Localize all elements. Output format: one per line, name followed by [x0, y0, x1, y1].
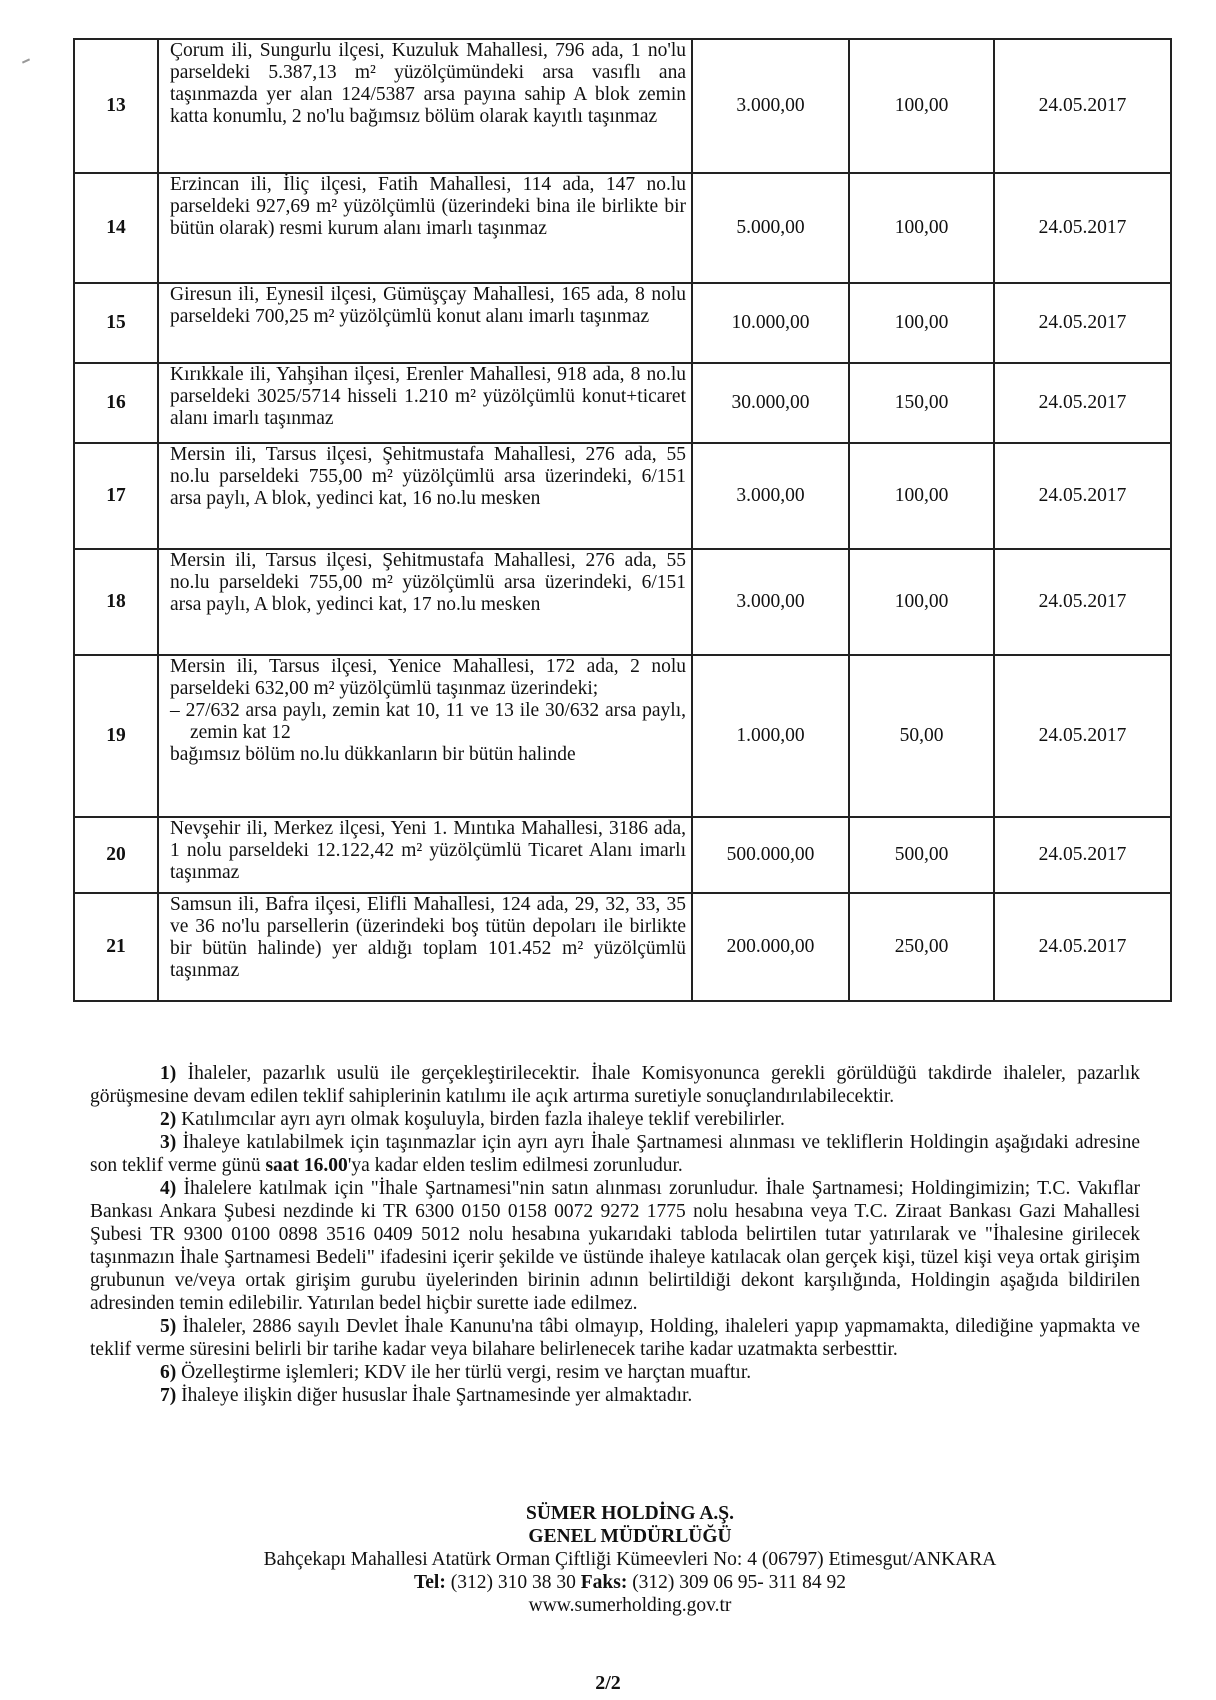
address: Bahçekapı Mahallesi Atatürk Orman Çiftliği Kümeevleri No: 4 (06797) Etimesgut/ANKARA — [263, 1549, 997, 1570]
table-row — [74, 443, 1171, 549]
row-date: 24.05.2017 — [994, 443, 1171, 549]
row-description: Giresun ili, Eynesil ilçesi, Gümüşçay Mahallesi, 165 ada, 8 nolu parseldeki 700,25 m² yüzölçümlü konut alanı imarlı taşınmaz — [158, 283, 692, 363]
row-number: 15 — [74, 283, 158, 363]
row-description: Mersin ili, Tarsus ilçesi, Yenice Mahallesi, 172 ada, 2 nolu parseldeki 632,00 m² yüzölçümlü taşınmaz üzerindeki; – 27/632 arsa paylı, zemin kat 10, 11 ve 13 ile 30/632 arsa paylı, zemin kat 12 bağımsız bölüm no.lu dükkanların bir bütün halinde — [158, 655, 692, 817]
table-row — [74, 173, 1171, 283]
website: www.sumerholding.gov.tr — [528, 1595, 732, 1616]
table-row — [74, 549, 1171, 655]
table-row — [74, 893, 1171, 1001]
note-item: 6) Özelleştirme işlemleri; KDV ile her türlü vergi, resim ve harçtan muaftır. — [160, 1362, 752, 1383]
row-date: 24.05.2017 — [994, 283, 1171, 363]
row-description: Nevşehir ili, Merkez ilçesi, Yeni 1. Mıntıka Mahallesi, 3186 ada, 1 nolu parseldeki 12.122,42 m² yüzölçümlü Ticaret Alanı imarlı taşınmaz — [158, 817, 692, 893]
row-fee: 100,00 — [849, 443, 994, 549]
row-amount: 3.000,00 — [692, 443, 849, 549]
row-amount: 10.000,00 — [692, 283, 849, 363]
row-number: 20 — [74, 817, 158, 893]
property-table — [73, 38, 1172, 1002]
table-row — [74, 817, 1171, 893]
page-number: 2/2 — [595, 1672, 621, 1694]
row-description: Çorum ili, Sungurlu ilçesi, Kuzuluk Mahallesi, 796 ada, 1 no'lu parseldeki 5.387,13 m² yüzölçümündeki arsa vasıflı ana taşınmazda yer alan 124/5387 arsa payına sahip A blok zemin katta konumlu, 2 no'lu bağımsız bölüm olarak kayıtlı taşınmaz — [158, 39, 692, 173]
scan-mark — [22, 58, 30, 63]
row-date: 24.05.2017 — [994, 549, 1171, 655]
row-fee: 250,00 — [849, 893, 994, 1001]
row-fee: 50,00 — [849, 655, 994, 817]
row-number: 17 — [74, 443, 158, 549]
row-date: 24.05.2017 — [994, 363, 1171, 443]
row-fee: 150,00 — [849, 363, 994, 443]
letterhead-footer — [190, 1502, 1070, 1617]
tender-notes — [90, 1062, 1140, 1407]
row-description: Mersin ili, Tarsus ilçesi, Şehitmustafa Mahallesi, 276 ada, 55 no.lu parseldeki 755,00 m² yüzölçümlü arsa üzerindeki, 6/151 arsa paylı, A blok, yedinci kat, 17 no.lu mesken — [158, 549, 692, 655]
row-fee: 500,00 — [849, 817, 994, 893]
row-description: Erzincan ili, İliç ilçesi, Fatih Mahallesi, 114 ada, 147 no.lu parseldeki 927,69 m² yüzölçümlü (üzerindeki bina ile birlikte bir bütün olarak) resmi kurum alanı imarlı taşınmaz — [158, 173, 692, 283]
department-name: GENEL MÜDÜRLÜĞÜ — [528, 1526, 732, 1547]
row-description: Mersin ili, Tarsus ilçesi, Şehitmustafa Mahallesi, 276 ada, 55 no.lu parseldeki 755,00 m² yüzölçümlü arsa üzerindeki, 6/151 arsa paylı, A blok, yedinci kat, 16 no.lu mesken — [158, 443, 692, 549]
row-amount: 200.000,00 — [692, 893, 849, 1001]
table-row — [74, 655, 1171, 817]
row-date: 24.05.2017 — [994, 173, 1171, 283]
row-date: 24.05.2017 — [994, 893, 1171, 1001]
row-description: Kırıkkale ili, Yahşihan ilçesi, Erenler Mahallesi, 918 ada, 8 no.lu parseldeki 3025/5714 hisseli 1.210 m² yüzölçümlü konut+ticaret alanı imarlı taşınmaz — [158, 363, 692, 443]
row-fee: 100,00 — [849, 39, 994, 173]
note-item: 7) İhaleye ilişkin diğer hususlar İhale Şartnamesinde yer almaktadır. — [160, 1385, 693, 1406]
table-row — [74, 39, 1171, 173]
note-item: 1) İhaleler, pazarlık usulü ile gerçekleştirilecektir. İhale Komisyonunca gerekli görüldüğü takdirde ihaleler, pazarlık görüşmesine devam edilen teklif sahiplerinin katılımı ile açık artırma suretiyle sonuçlandırılabilecektir. — [90, 1063, 1140, 1107]
desc-sublist — [170, 700, 686, 744]
row-number: 16 — [74, 363, 158, 443]
table-row — [74, 283, 1171, 363]
row-amount: 30.000,00 — [692, 363, 849, 443]
row-fee: 100,00 — [849, 173, 994, 283]
row-fee: 100,00 — [849, 549, 994, 655]
row-amount: 1.000,00 — [692, 655, 849, 817]
row-amount: 500.000,00 — [692, 817, 849, 893]
organization-name: SÜMER HOLDİNG A.Ş. — [525, 1503, 735, 1524]
row-date: 24.05.2017 — [994, 655, 1171, 817]
row-amount: 3.000,00 — [692, 549, 849, 655]
row-fee: 100,00 — [849, 283, 994, 363]
note-item: 4) İhalelere katılmak için "İhale Şartnamesi"nin satın alınması zorunludur. İhale Şartnamesi; Holdingimizin; T.C. Vakıflar Bankası Ankara Şubesi nezdinde ki TR 6300 0150 0158 0072 9272 1775 nolu hesabına veya T.C. Ziraat Bankası Gazi Mahallesi Şubesi TR 9300 0100 0898 3516 0409 5012 nolu hesabına yukarıdaki tabloda belirtilen tutar yatırılarak ve "İhalesine girilecek taşınmazın İhale Şartnamesi Bedeli" ifadesini içerir şekilde ve üstünde ihaleye katılacak olan gerçek kişi, tüzel kişi veya ortak girişim grubunun ve/veya ortak girişim gurubu üyelerinden birinin adının belirtildiği dekont karşılığında, Holdingin aşağıda bildirilen adresinden temin edilebilir. Yatırılan bedel hiçbir surette iade edilmez. — [90, 1178, 1140, 1314]
row-description: Samsun ili, Bafra ilçesi, Elifli Mahallesi, 124 ada, 29, 32, 33, 35 ve 36 no'lu parsellerin (üzerindeki boş tütün depoları ile birlikte bir bütün halinde) yer aldığı toplam 101.452 m² yüzölçümlü taşınmaz — [158, 893, 692, 1001]
row-number: 21 — [74, 893, 158, 1001]
row-number: 14 — [74, 173, 158, 283]
table-row — [74, 363, 1171, 443]
row-date: 24.05.2017 — [994, 817, 1171, 893]
row-number: 18 — [74, 549, 158, 655]
row-number: 19 — [74, 655, 158, 817]
note-item: 5) İhaleler, 2886 sayılı Devlet İhale Kanunu'na tâbi olmayıp, Holding, ihaleleri yapıp yapmamakta, dilediğine yapmakta ve teklif verme süresini belirli bir tarihe kadar veya bilahare belirlenecek tarihe kadar uzatmakta serbesttir. — [90, 1316, 1141, 1360]
note-item: 3) İhaleye katılabilmek için taşınmazlar için ayrı ayrı İhale Şartnamesi alınması ve tekliflerin Holdingin aşağıdaki adresine son teklif verme günü saat 16.00'ya kadar elden teslim edilmesi zorunludur. — [90, 1132, 1140, 1176]
row-date: 24.05.2017 — [994, 39, 1171, 173]
list-item: – 27/632 arsa paylı, zemin kat 10, 11 ve 13 ile 30/632 arsa paylı, zemin kat 12 — [170, 700, 686, 744]
row-amount: 5.000,00 — [692, 173, 849, 283]
row-number: 13 — [74, 39, 158, 173]
row-amount: 3.000,00 — [692, 39, 849, 173]
contact-line: Tel: (312) 310 38 30 Faks: (312) 309 06 95- 311 84 92 — [414, 1572, 846, 1593]
note-item: 2) Katılımcılar ayrı ayrı olmak koşuluyla, birden fazla ihaleye teklif verebilirler. — [160, 1109, 785, 1130]
